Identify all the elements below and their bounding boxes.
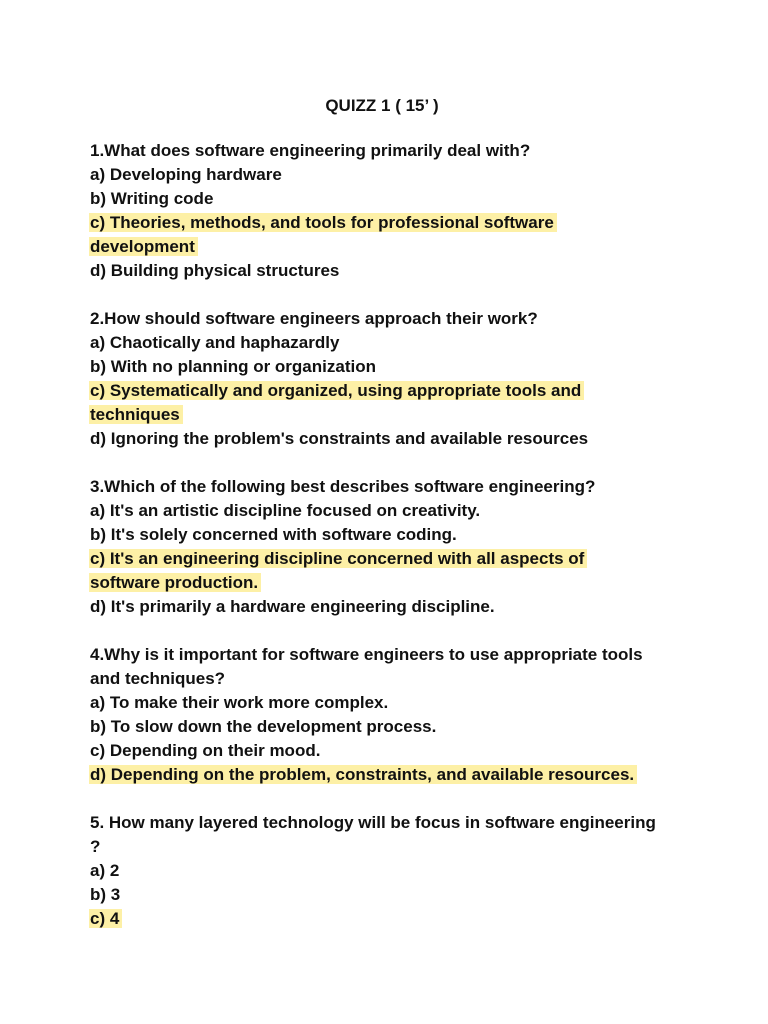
- answer-option: [90, 187, 690, 211]
- answer-option-text: b) 3: [90, 885, 121, 904]
- answer-option: [90, 427, 690, 451]
- question-text: 3.Which of the following best describes software engineering?: [90, 477, 596, 496]
- question-block: [90, 139, 690, 283]
- answer-option-text: b) Writing code: [90, 189, 214, 208]
- answer-option-text: a) Developing hardware: [90, 165, 282, 184]
- question-block: [90, 643, 690, 787]
- answer-option-text: c) 4: [89, 909, 122, 928]
- answer-option-text: b) With no planning or organization: [90, 357, 376, 376]
- question-text: 1.What does software engineering primarily deal with?: [90, 141, 531, 160]
- answer-option-text: techniques: [89, 405, 183, 424]
- answer-option-text: c) Theories, methods, and tools for professional software: [89, 213, 557, 232]
- answer-option: [90, 499, 690, 523]
- answer-option: [90, 859, 690, 883]
- answer-option: [90, 715, 690, 739]
- answer-option-text: development: [89, 237, 198, 256]
- answer-option-text: a) It's an artistic discipline focused on creativity.: [90, 501, 481, 520]
- quiz-content: [90, 139, 690, 955]
- answer-option: [90, 163, 690, 187]
- question-text: and techniques?: [90, 669, 226, 688]
- answer-option-text: d) It's primarily a hardware engineering discipline.: [90, 597, 495, 616]
- answer-option-highlighted: [90, 235, 690, 259]
- answer-option-text: d) Ignoring the problem's constraints and available resources: [90, 429, 589, 448]
- question-block: [90, 475, 690, 619]
- question-block: [90, 307, 690, 451]
- question-text: 2.How should software engineers approach their work?: [90, 309, 538, 328]
- answer-option-text: a) To make their work more complex.: [90, 693, 389, 712]
- answer-option: [90, 331, 690, 355]
- question-block: [90, 811, 690, 931]
- answer-option: [90, 355, 690, 379]
- quiz-title: QUIZZ 1 ( 15’ ): [325, 96, 439, 115]
- answer-option: [90, 595, 690, 619]
- answer-option-text: software production.: [89, 573, 261, 592]
- answer-option-text: d) Building physical structures: [90, 261, 340, 280]
- answer-option: [90, 691, 690, 715]
- answer-option: [90, 739, 690, 763]
- answer-option-text: b) It's solely concerned with software coding.: [90, 525, 457, 544]
- answer-option-highlighted: [90, 379, 690, 403]
- answer-option-text: c) It's an engineering discipline concerned with all aspects of: [89, 549, 587, 568]
- answer-option-text: a) 2: [90, 861, 120, 880]
- answer-option: [90, 523, 690, 547]
- answer-option-highlighted: [90, 763, 690, 787]
- answer-option: [90, 259, 690, 283]
- answer-option-highlighted: [90, 211, 690, 235]
- answer-option-highlighted: [90, 907, 690, 931]
- answer-option-text: a) Chaotically and haphazardly: [90, 333, 340, 352]
- question-text: 5. How many layered technology will be focus in software engineering: [90, 813, 656, 832]
- answer-option-highlighted: [90, 403, 690, 427]
- answer-option: [90, 883, 690, 907]
- answer-option-highlighted: [90, 571, 690, 595]
- answer-option-text: c) Depending on their mood.: [90, 741, 321, 760]
- answer-option-highlighted: [90, 547, 690, 571]
- question-text: ?: [90, 837, 101, 856]
- answer-option-text: c) Systematically and organized, using appropriate tools and: [89, 381, 584, 400]
- question-text: 4.Why is it important for software engineers to use appropriate tools: [90, 645, 643, 664]
- answer-option-text: b) To slow down the development process.: [90, 717, 437, 736]
- answer-option-text: d) Depending on the problem, constraints, and available resources.: [89, 765, 637, 784]
